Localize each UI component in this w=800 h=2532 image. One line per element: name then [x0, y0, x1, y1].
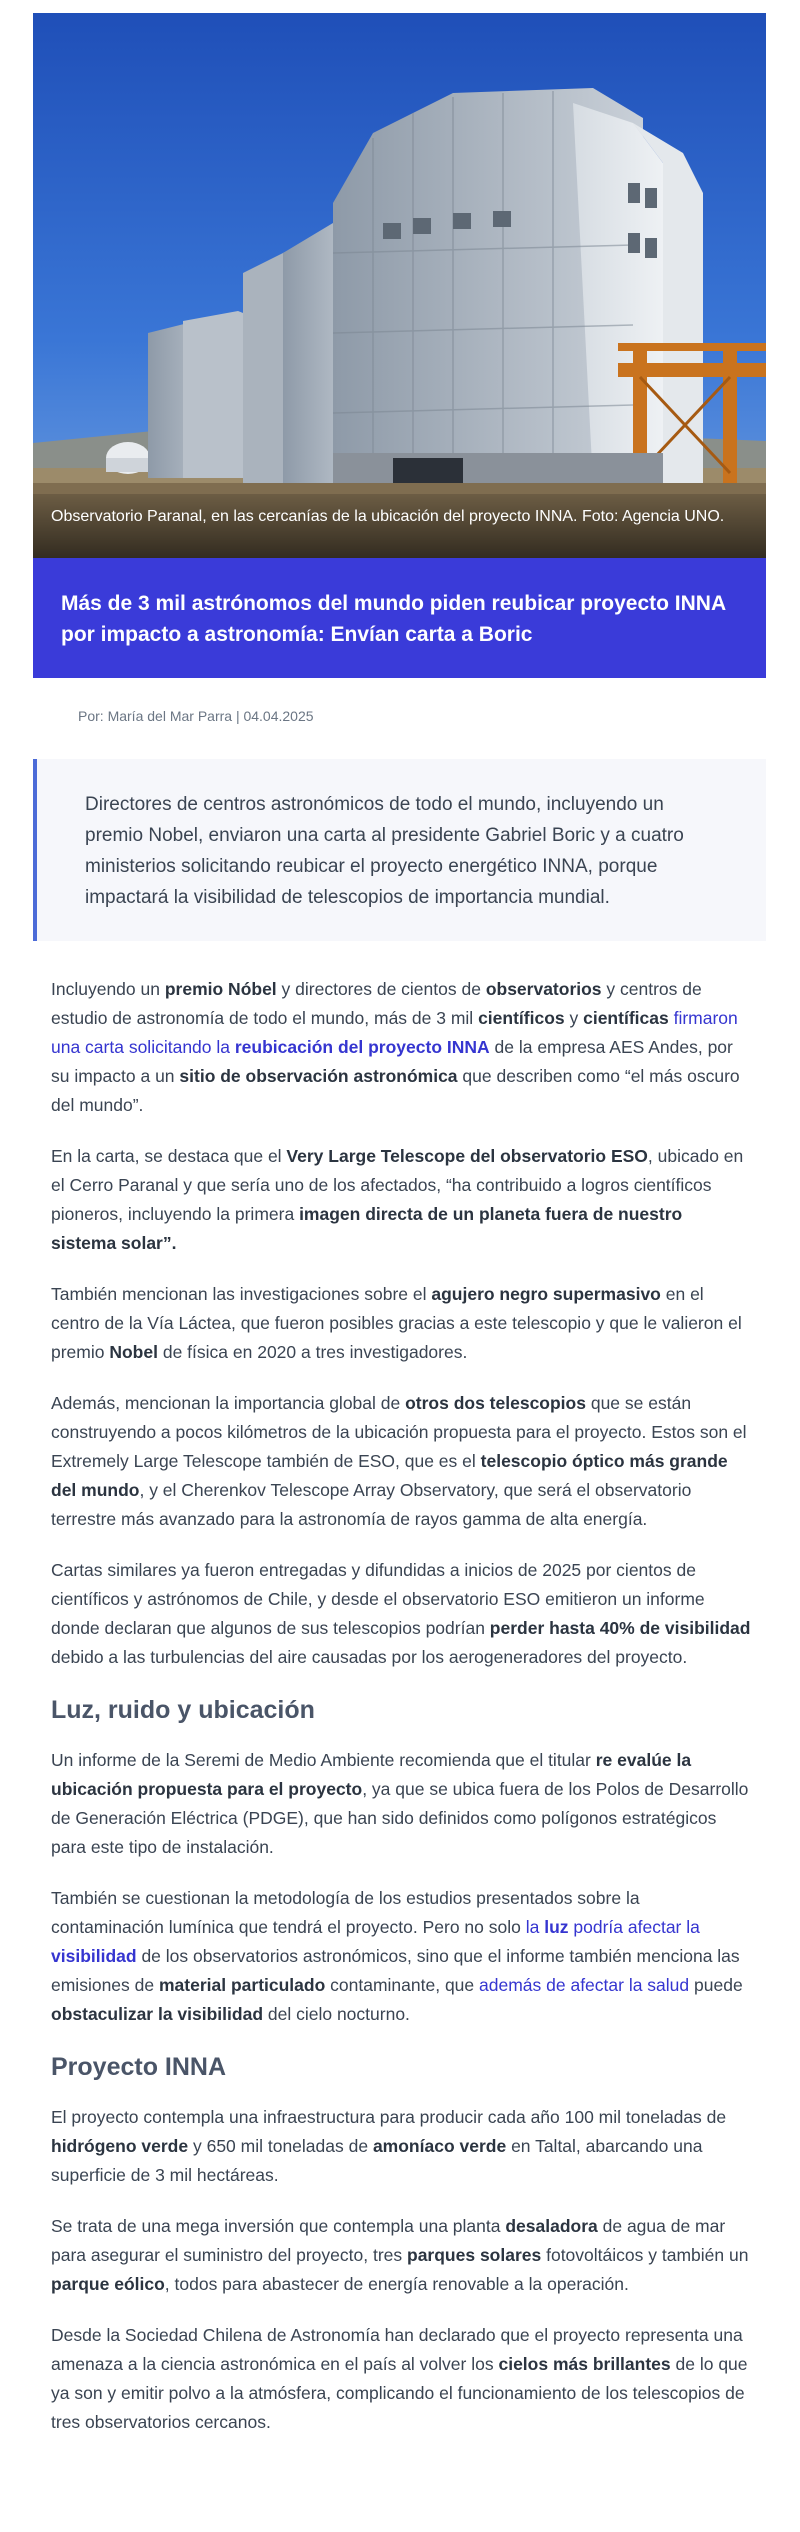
headline-box	[33, 558, 766, 678]
paragraph-2: En la carta, se destaca que el Very Large Telescope del observatorio ESO, ubicado en el Cerro Paranal y que sería uno de los afectados, “ha contribuido a logros científicos pioneros, incluyendo la primera imagen directa de un planeta fuera de nuestro sistema solar”.	[51, 1146, 744, 1253]
section-heading-inna: Proyecto INNA	[51, 2053, 227, 2081]
paragraph-8: El proyecto contempla una infraestructura para producir cada año 100 mil toneladas de hidrógeno verde y 650 mil toneladas de amoníaco verde en Taltal, abarcando una superficie de 3 mil hectáreas.	[51, 2107, 727, 2185]
salud-link[interactable]: además de afectar la salud	[479, 1975, 690, 1995]
lead-quote	[33, 759, 766, 941]
hero-caption: Observatorio Paranal, en las cercanías de la ubicación del proyecto INNA. Foto: Agencia UNO.	[51, 508, 725, 525]
paragraph-4: Además, mencionan la importancia global de otros dos telescopios que se están construyendo a pocos kilómetros de la ubicación propuesta para el proyecto. Estos son el Extremely Large Telescope también de ESO, que es el telescopio óptico más grande del mundo, y el Cherenkov Telescope Array Observatory, que será el observatorio terrestre más avanzado para la astronomía de rayos gamma de alta energía.	[51, 1393, 747, 1529]
paragraph-9: Se trata de una mega inversión que contempla una planta desaladora de agua de mar para asegurar el suministro del proyecto, tres parques solares fotovoltáicos y también un parque eólico, todos para abastecer de energía renovable a la operación.	[51, 2216, 749, 2294]
lead-text: Directores de centros astronómicos de todo el mundo, incluyendo un premio Nobel, enviaron una carta al presidente Gabriel Boric y a cuatro ministerios solicitando reubicar el proyecto energético INNA, porque impactará la visibilidad de telescopios de importancia mundial.	[85, 794, 684, 908]
section-heading-luz: Luz, ruido y ubicación	[51, 1696, 315, 1724]
article-headline: Más de 3 mil astrónomos del mundo piden reubicar proyecto INNA por impacto a astronomía: Envían carta a Boric	[61, 592, 726, 646]
paragraph-3: También mencionan las investigaciones sobre el agujero negro supermasivo en el centro de la Vía Láctea, que fueron posibles gracias a este telescopio y que le valieron el premio Nobel de física en 2020 a tres investigadores.	[51, 1284, 742, 1362]
hero-caption-bar	[33, 494, 766, 558]
article-body	[51, 975, 751, 2459]
paragraph-7: También se cuestionan la metodología de los estudios presentados sobre la contaminación lumínica que tendrá el proyecto. Pero no solo la luz podría afectar la visibilidad de los observatorios astronómicos, sino que el informe también menciona las emisiones de material particulado contaminante, que además de afectar la salud puede obstaculizar la visibilidad del cielo nocturno.	[51, 1888, 743, 2024]
paragraph-10: Desde la Sociedad Chilena de Astronomía han declarado que el proyecto representa una amenaza a la ciencia astronómica en el país al volver los cielos más brillantes de lo que ya son y emitir polvo a la atmósfera, complicando el funcionamiento de los telescopios de tres observatorios cercanos.	[51, 2325, 748, 2432]
hero-image	[33, 13, 766, 558]
byline: Por: María del Mar Parra | 04.04.2025	[78, 708, 314, 724]
paragraph-5: Cartas similares ya fueron entregadas y difundidas a inicios de 2025 por cientos de científicos y astrónomos de Chile, y desde el observatorio ESO emitieron un informe donde declaran que algunos de sus telescopios podrían perder hasta 40% de visibilidad debido a las turbulencias del aire causadas por los aerogeneradores del proyecto.	[51, 1560, 751, 1667]
observatory-photo	[33, 13, 766, 558]
paragraph-1: Incluyendo un premio Nóbel y directores de cientos de observatorios y centros de estudio de astronomía de todo el mundo, más de 3 mil científicos y científicas firmaron una carta solicitando la reubicación del proyecto INNA de la empresa AES Andes, por su impacto a un sitio de observación astronómica que describen como “el más oscuro del mundo”.	[51, 979, 740, 1115]
carta-link[interactable]: firmaron una carta solicitando la reubicación del proyecto INNA	[51, 1008, 738, 1057]
paragraph-6: Un informe de la Seremi de Medio Ambiente recomienda que el titular re evalúe la ubicación propuesta para el proyecto, ya que se ubica fuera de los Polos de Desarrollo de Generación Eléctrica (PDGE), que han sido definidos como polígonos estratégicos para este tipo de instalación.	[51, 1750, 749, 1857]
luz-link[interactable]: la luz podría afectar la visibilidad	[51, 1917, 700, 1966]
